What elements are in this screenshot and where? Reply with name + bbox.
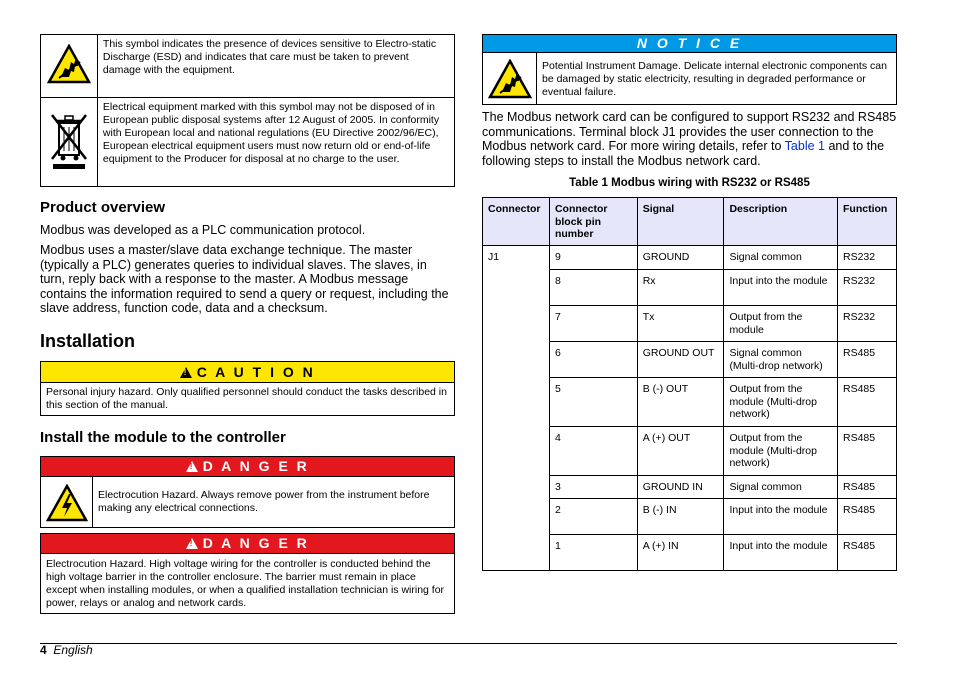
column-header: Function [838,198,897,246]
table-1-link[interactable]: Table 1 [784,139,825,153]
caution-header [41,362,454,383]
symbols-table [40,34,455,187]
modbus-wiring-table [482,197,897,571]
paragraph: Modbus uses a master/slave data exchange technique. The master (typically a PLC) generates queries to individual slaves. The slaves, in turn, reply back with a response to the master. A Modbus message contains the information required to send a query or request, including the slave address, function code, data and a checksum. [40,243,449,315]
function-cell: RS232 [838,306,897,342]
symbol-description: This symbol indicates the presence of devices sensitive to Electro-static Discharge (ESD) and indicates that care must be taken to prevent damage with the equipment. [97,35,454,98]
section-heading-product-overview: Product overview [40,199,166,216]
description-cell: Signal common [724,246,838,270]
esd-warning-icon [47,44,91,84]
danger-box-2 [40,533,455,614]
caution-message: Personal injury hazard. Only qualified personnel should conduct the tasks described in this section of the manual. [46,386,447,411]
pin-cell: 6 [549,342,637,378]
pin-cell: 2 [549,499,637,535]
intro-paragraph: The Modbus network card can be configured to support RS232 and RS485 communications. Terminal block J1 provides the user connection to the Modbus network card. For more wiring details, refer to Table 1 and to the following steps to install the Modbus network card. [482,110,897,168]
description-cell: Signal common [724,476,838,499]
page-number: 4 [40,643,47,657]
signal-cell: GROUND IN [637,476,724,499]
description-cell: Signal common (Multi-drop network) [724,342,838,378]
pin-cell: 9 [549,246,637,270]
signal-cell: Tx [637,306,724,342]
signal-cell: GROUND [637,246,724,270]
pin-cell: 8 [549,270,637,306]
description-cell: Input into the module [724,535,838,571]
function-cell: RS485 [838,535,897,571]
danger-message: Electrocution Hazard. Always remove power from the instrument before making any electrical connections. [98,489,430,514]
table-header-row [483,198,897,246]
danger-header [41,534,454,554]
signal-cell: A (+) IN [637,535,724,571]
description-cell: Input into the module [724,270,838,306]
weee-crossed-bin-icon [49,109,89,171]
table-caption: Table 1 Modbus wiring with RS232 or RS485 [569,177,810,189]
connector-cell: J1 [483,246,550,571]
footer-rule [40,643,897,644]
notice-box [482,34,897,105]
pin-cell: 1 [549,535,637,571]
caution-box [40,361,455,416]
description-cell: Output from the module (Multi-drop network) [724,427,838,476]
pin-cell: 7 [549,306,637,342]
description-cell: Output from the module [724,306,838,342]
warning-triangle-icon: ! [186,538,198,549]
pin-cell: 5 [549,378,637,427]
esd-warning-icon [488,59,532,99]
description-cell: Input into the module [724,499,838,535]
function-cell: RS485 [838,476,897,499]
section-heading-install-module: Install the module to the controller [40,429,286,446]
column-header: Connector [483,198,550,246]
footer-language: English [53,643,93,657]
column-header: Description [724,198,838,246]
notice-header: N O T I C E [483,35,896,53]
symbol-row-esd [41,35,455,98]
footer [40,643,93,657]
signal-cell: Rx [637,270,724,306]
electrocution-hazard-icon [46,484,88,522]
danger-label: D A N G E R [202,535,310,551]
signal-cell: GROUND OUT [637,342,724,378]
symbol-row-weee [41,98,455,187]
function-cell: RS485 [838,499,897,535]
notice-message: Potential Instrument Damage. Delicate internal electronic components can be damaged by static electricity, resulting in degraded performance or eventual failure. [542,60,887,98]
column-header: Signal [637,198,724,246]
pin-cell: 3 [549,476,637,499]
table-row [483,246,897,270]
signal-cell: B (-) IN [637,499,724,535]
symbol-description: Electrical equipment marked with this symbol may not be disposed of in European public disposal systems after 12 August of 2005. In conformity with European local and national regulations (EU Directive 2002/96/EC), European electrical equipment users must now return old or end-of-life equipment to the Producer for disposal at no charge to the user. [97,98,454,187]
signal-cell: B (-) OUT [637,378,724,427]
column-header: Connector block pin number [549,198,637,246]
warning-triangle-icon: ! [186,461,198,472]
danger-header [41,457,454,477]
danger-message: Electrocution Hazard. High voltage wiring for the controller is conducted behind the high voltage barrier in the controller enclosure. The barrier must remain in place except when installing modules, or when a qualified installation technician is wiring for power, relays or analog and network cards. [46,558,445,609]
danger-box-1 [40,456,455,528]
description-cell: Output from the module (Multi-drop network) [724,378,838,427]
function-cell: RS232 [838,270,897,306]
function-cell: RS485 [838,342,897,378]
paragraph: Modbus was developed as a PLC communication protocol. [40,223,366,237]
caution-label: C A U T I O N [196,364,316,380]
section-heading-installation: Installation [40,331,136,351]
function-cell: RS232 [838,246,897,270]
function-cell: RS485 [838,378,897,427]
warning-triangle-icon: ! [180,367,192,378]
danger-label: D A N G E R [202,458,310,474]
signal-cell: A (+) OUT [637,427,724,476]
function-cell: RS485 [838,427,897,476]
pin-cell: 4 [549,427,637,476]
